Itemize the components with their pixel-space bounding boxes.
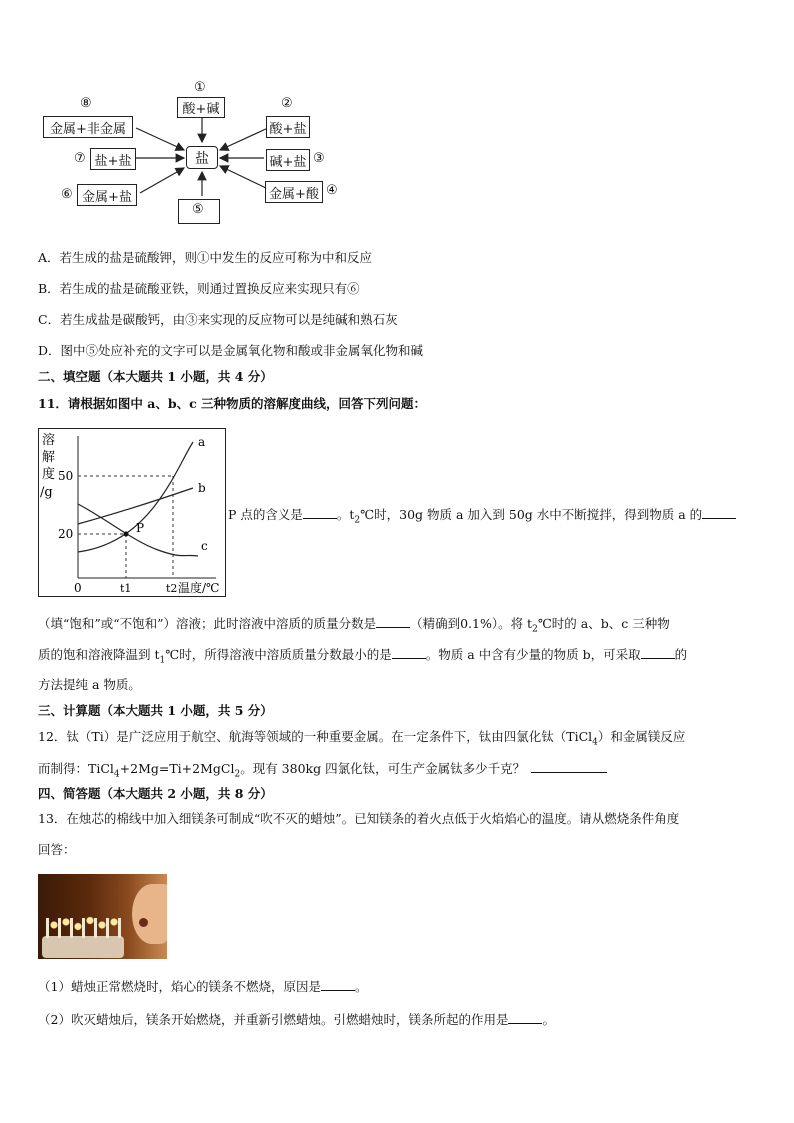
node-7-number: ⑦ (74, 151, 86, 166)
section-heading-fill-in: 二、填空题（本大题共 1 小题，共 4 分） (38, 369, 273, 384)
q11-line3b: ℃时，所得溶液中溶质质量分数最小的是 (165, 647, 392, 662)
answer-blank-role[interactable] (508, 1011, 542, 1024)
node-3-box: 碱+盐 (266, 149, 310, 171)
child-face (132, 884, 167, 944)
node-4-box: 金属+酸 (265, 181, 323, 203)
series-c-label: c (201, 539, 208, 553)
q12-line1a: 12．钛（Ti）是广泛应用于航空、航海等领域的一种重要金属。在一定条件下，钛由四氯化钛（TiCl (38, 729, 593, 744)
q13-sub2a: （2）吹灭蜡烛后，镁条开始燃烧，并重新引燃蜡烛。引燃蜡烛时，镁条所起的作用是 (38, 1012, 509, 1027)
node-5-blank-box (178, 199, 220, 224)
node-6-box: 金属+盐 (77, 184, 137, 206)
q11-line2b: （精确到0.1%）。将 t (410, 616, 533, 631)
q11-line-4: 方法提纯 a 物质。 (38, 677, 141, 692)
q12-line2a: 而制得：TiCl (38, 761, 114, 776)
section-heading-short-answer: 四、简答题（本大题共 2 小题，共 8 分） (38, 786, 273, 801)
answer-blank-p[interactable] (303, 506, 337, 519)
tick-x-t2: t2 (166, 582, 178, 595)
q13-line-2: 回答： (38, 842, 76, 857)
q12-line-1 (38, 729, 685, 751)
section-heading-calculation: 三、计算题（本大题共 1 小题，共 5 分） (38, 703, 273, 718)
series-a-label: a (198, 435, 206, 449)
q13-sub-1 (38, 978, 367, 995)
q11-line2c: ℃时的 a、b、c 三种物 (537, 616, 670, 631)
node-2-box: 酸+盐 (266, 116, 310, 138)
q11-p-rest: ℃时，30g 物质 a 加入到 50g 水中不断搅拌，得到物质 a 的 (360, 507, 703, 522)
node-7-box: 盐+盐 (90, 148, 136, 170)
ticl4-subscript: 4 (592, 737, 598, 748)
option-b: B．若生成的盐是硫酸亚铁，则通过置换反应来实现只有⑥ (38, 281, 360, 296)
ylabel-char-2: 解 (42, 450, 56, 465)
q11-line-2 (38, 615, 670, 638)
node-1-box: 酸+碱 (177, 97, 225, 118)
tick-y-50: 50 (58, 469, 74, 483)
q13-sub1b: 。 (354, 979, 368, 994)
answer-blank-saturation[interactable] (702, 506, 736, 519)
t2-subscript-2: 2 (532, 624, 538, 635)
answer-blank-titanium[interactable] (531, 760, 607, 773)
node-1-number: ① (194, 80, 206, 95)
tick-y-20: 20 (58, 527, 74, 541)
q11-line-3 (38, 646, 687, 669)
q13-line-1: 13．在烛芯的棉线中加入细镁条可制成“吹不灭的蜡烛”。已知镁条的着火点低于火焰焰心的温度。请从燃烧条件角度 (38, 811, 680, 826)
q12-line-2 (38, 760, 607, 783)
node-5-number: ⑤ (192, 202, 204, 217)
q11-p-mid: 。t (336, 507, 355, 522)
q11-line3a: 质的饱和溶液降温到 t (38, 647, 160, 662)
solubility-chart (38, 428, 228, 598)
q11-line3d: 的 (674, 647, 688, 662)
candle-sticks (46, 918, 126, 938)
node-8-number: ⑧ (80, 96, 92, 111)
t1-subscript: 1 (159, 655, 166, 666)
option-d: D．图中⑤处应补充的文字可以是金属氧化物和酸或非金属氧化物和碱 (38, 343, 424, 358)
salt-center-box: 盐 (186, 146, 218, 169)
q12-line2b: +2Mg=Ti+2MgCl (119, 761, 235, 776)
node-8-box: 金属+非金属 (43, 116, 133, 138)
ylabel-char-1: 溶 (42, 433, 56, 448)
question-11-stem: 11．请根据如图中 a、b、c 三种物质的溶解度曲线，回答下列问题： (38, 396, 427, 411)
point-p (124, 532, 129, 537)
node-2-number: ② (281, 96, 293, 111)
node-3-number: ③ (313, 151, 325, 166)
tick-x-0: 0 (74, 581, 82, 595)
ylabel-char-3: 度 (42, 467, 56, 482)
ticl4-subscript-2: 4 (113, 769, 120, 780)
child-mouth (139, 918, 148, 927)
node-4-number: ④ (326, 183, 338, 198)
answer-blank-mass-fraction[interactable] (376, 615, 410, 628)
answer-blank-smallest[interactable] (392, 646, 426, 659)
series-b-label: b (198, 481, 206, 495)
option-a: A．若生成的盐是硫酸钾，则①中发生的反应可称为中和反应 (38, 250, 373, 265)
q11-p-prefix: P 点的含义是 (228, 507, 303, 522)
q12-line2c: 。现有 380kg 四氯化钛，可生产金属钛多少千克？ (240, 761, 526, 776)
q11-line-1 (228, 506, 736, 529)
ylabel-unit: /g (40, 485, 53, 500)
option-c: C．若生成盐是碳酸钙，由③来实现的反应物可以是纯碱和熟石灰 (38, 312, 398, 327)
q11-line2a: （填“饱和”或“不饱和”）溶液；此时溶液中溶质的质量分数是 (38, 616, 377, 631)
answer-blank-reason[interactable] (321, 978, 355, 991)
q13-sub1a: （1）蜡烛正常燃烧时，焰心的镁条不燃烧，原因是 (38, 979, 321, 994)
q13-sub-2 (38, 1011, 555, 1028)
xlabel: 温度/℃ (178, 581, 220, 595)
mgcl2-subscript: 2 (234, 769, 241, 780)
t2-subscript: 2 (354, 515, 361, 526)
q11-line3c: 。物质 a 中含有少量的物质 b，可采取 (425, 647, 641, 662)
q13-sub2b: 。 (542, 1012, 555, 1027)
q12-line1b: ）和金属镁反应 (597, 729, 686, 744)
tick-x-t1: t1 (120, 582, 132, 595)
point-p-label: P (136, 521, 145, 535)
birthday-candles-photo (38, 874, 167, 959)
node-6-number: ⑥ (61, 187, 73, 202)
answer-blank-method[interactable] (641, 646, 675, 659)
